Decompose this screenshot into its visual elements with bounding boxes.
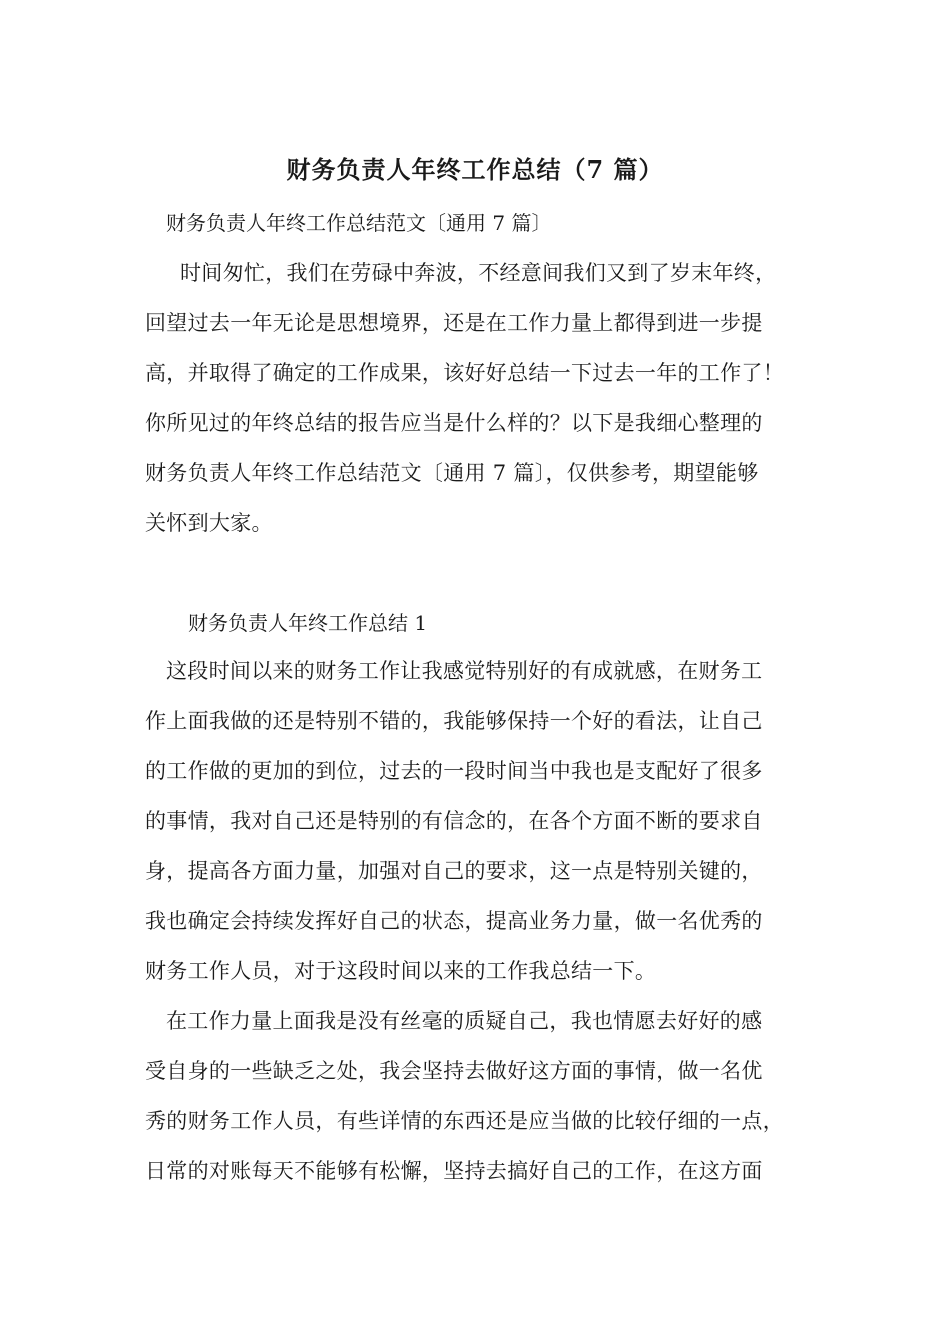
paragraph-line: 在工作力量上面我是没有丝毫的质疑自己，我也情愿去好好的感 <box>166 1009 763 1033</box>
paragraph-line: 的事情，我对自己还是特别的有信念的，在各个方面不断的要求自 <box>145 809 763 833</box>
paragraph-line: 财务工作人员，对于这段时间以来的工作我总结一下。 <box>145 959 657 983</box>
paragraph-line: 日常的对账每天不能够有松懈，坚持去搞好自己的工作，在这方面 <box>145 1159 763 1183</box>
paragraph-line: 的工作做的更加的到位，过去的一段时间当中我也是支配好了很多 <box>145 759 763 783</box>
intro-line: 财务负责人年终工作总结范文〔通用 7 篇〕，仅供参考，期望能够 <box>145 461 759 485</box>
paragraph-line: 我也确定会持续发挥好自己的状态，提高业务力量，做一名优秀的 <box>145 909 763 933</box>
paragraph-line: 身，提高各方面力量，加强对自己的要求，这一点是特别关键的， <box>145 859 763 883</box>
paragraph-line: 受自身的一些缺乏之处，我会坚持去做好这方面的事情，做一名优 <box>145 1059 763 1083</box>
paragraph-line: 这段时间以来的财务工作让我感觉特别好的有成就感，在财务工 <box>166 659 763 683</box>
intro-line: 高，并取得了确定的工作成果，该好好总结一下过去一年的工作了！ <box>145 361 784 385</box>
intro-line: 你所见过的年终总结的报告应当是什么样的？以下是我细心整理的 <box>145 411 763 435</box>
intro-line: 回望过去一年无论是思想境界，还是在工作力量上都得到进一步提 <box>145 311 763 335</box>
section-heading: 财务负责人年终工作总结 1 <box>188 611 428 635</box>
paragraph-line: 作上面我做的还是特别不错的，我能够保持一个好的看法，让自己 <box>145 709 763 733</box>
document-subtitle: 财务负责人年终工作总结范文〔通用 7 篇〕 <box>166 211 552 235</box>
document-title: 财务负责人年终工作总结（7 篇） <box>286 155 664 184</box>
paragraph-line: 秀的财务工作人员，有些详情的东西还是应当做的比较仔细的一点， <box>145 1109 784 1133</box>
intro-line: 关怀到大家。 <box>145 511 273 535</box>
intro-line: 时间匆忙，我们在劳碌中奔波，不经意间我们又到了岁末年终， <box>180 261 777 285</box>
